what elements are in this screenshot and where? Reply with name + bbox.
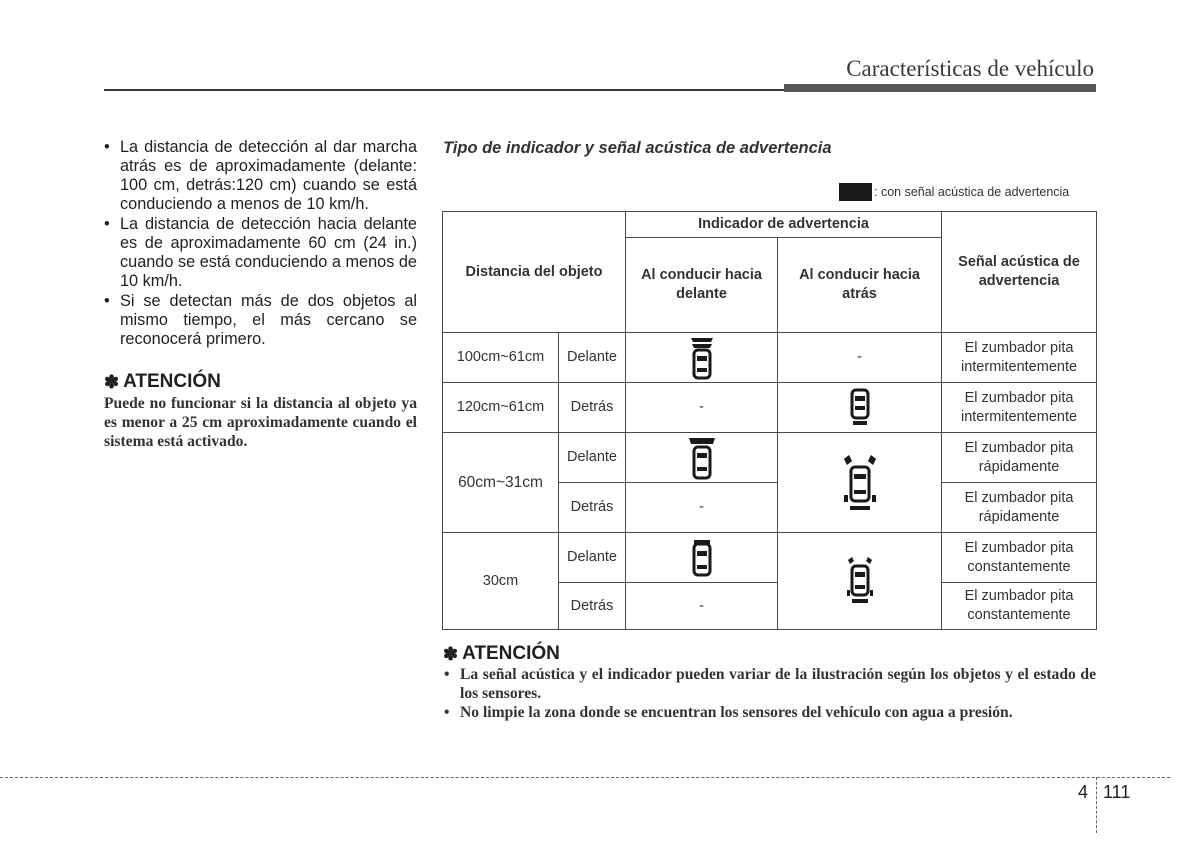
position-cell: Detrás: [559, 583, 626, 630]
attention-heading-text: ATENCIÓN: [462, 643, 560, 664]
page-number: 111: [1103, 782, 1131, 802]
attention-heading: [104, 371, 417, 393]
attention-bullets: [443, 665, 1096, 722]
car-front-sensor-icon: [689, 538, 715, 578]
car-all-sensors-icon: [842, 453, 878, 513]
car-all-sensors-icon: [845, 556, 875, 606]
forward-indicator-cell: [626, 433, 778, 483]
footer-page-divider: [1096, 777, 1097, 833]
distance-cell: 120cm~61cm: [443, 383, 559, 433]
position-cell: Detrás: [559, 483, 626, 533]
header-rule: [104, 89, 784, 91]
indicator-table: [442, 211, 1097, 630]
attention-body: Puede no funcionar si la distancia al objeto ya es menor a 25 cm aproximadamente cuando el sistema está activado.: [104, 395, 417, 450]
header-forward: Al conducir hacia delante: [626, 238, 778, 333]
attention-symbol-icon: ✽: [104, 371, 120, 392]
car-front-sensor-icon: [687, 436, 717, 480]
header-reverse: Al conducir hacia atrás: [778, 238, 942, 333]
forward-indicator-cell: -: [626, 583, 778, 630]
bullet-item: • La distancia de detección hacia delante es de aproximadamente 60 cm (24 in.) cuando se está conduciendo a menos de 10 km/h.: [104, 215, 417, 291]
forward-indicator-cell: -: [626, 383, 778, 433]
legend-text: : con señal acústica de advertencia: [874, 185, 1070, 199]
legend: [839, 183, 1069, 201]
sound-cell: El zumbador pita constantemente: [942, 533, 1097, 583]
reverse-indicator-cell: [778, 433, 942, 533]
header-sound: Señal acústica de advertencia: [942, 212, 1097, 333]
car-front-sensor-icon: [689, 336, 715, 380]
attention-bullet: • No limpie la zona donde se encuentran los sensores del vehículo con agua a presión.: [443, 703, 1096, 722]
forward-indicator-cell: [626, 533, 778, 583]
sound-cell: El zumbador pita intermitentemente: [942, 383, 1097, 433]
car-rear-sensor-icon: [847, 388, 873, 428]
reverse-indicator-cell: [778, 383, 942, 433]
attention-box-2: [443, 643, 1096, 722]
header-rule-accent: [784, 84, 1096, 92]
sound-cell: El zumbador pita constantemente: [942, 583, 1097, 630]
sound-cell: El zumbador pita rápidamente: [942, 433, 1097, 483]
position-cell: Delante: [559, 433, 626, 483]
sound-cell: El zumbador pita intermitentemente: [942, 333, 1097, 383]
legend-swatch: [839, 183, 872, 201]
attention-bullet: • La señal acústica y el indicador pueden variar de la ilustración según los objetos y el estado de los sensores.: [443, 665, 1096, 703]
forward-indicator-cell: [626, 333, 778, 383]
header-distance: Distancia del objeto: [443, 212, 626, 333]
header-indicator: Indicador de advertencia: [626, 212, 942, 238]
footer-divider: [0, 777, 1170, 778]
left-column: [104, 138, 417, 451]
sound-cell: El zumbador pita rápidamente: [942, 483, 1097, 533]
bullet-item: • Si se detectan más de dos objetos al mismo tiempo, el más cercano se reconocerá primero.: [104, 292, 417, 349]
attention-symbol-icon: ✽: [443, 643, 459, 664]
chapter-number: 4: [1078, 782, 1089, 802]
attention-heading: [443, 643, 1096, 665]
forward-indicator-cell: -: [626, 483, 778, 533]
position-cell: Delante: [559, 333, 626, 383]
distance-cell: 60cm~31cm: [443, 433, 559, 533]
section-title: Tipo de indicador y señal acústica de advertencia: [443, 139, 832, 157]
distance-cell: 30cm: [443, 533, 559, 630]
reverse-indicator-cell: [778, 533, 942, 630]
position-cell: Detrás: [559, 383, 626, 433]
reverse-indicator-cell: -: [778, 333, 942, 383]
attention-heading-text: ATENCIÓN: [123, 371, 221, 392]
position-cell: Delante: [559, 533, 626, 583]
bullet-item: • La distancia de detección al dar marcha atrás es de aproximadamente (delante: 100 cm, detrás:120 cm) cuando se está conduciendo a menos de 10 km/h.: [104, 138, 417, 214]
distance-cell: 100cm~61cm: [443, 333, 559, 383]
page-header-title: Características de vehículo: [846, 56, 1094, 81]
detection-bullets: [104, 138, 417, 349]
